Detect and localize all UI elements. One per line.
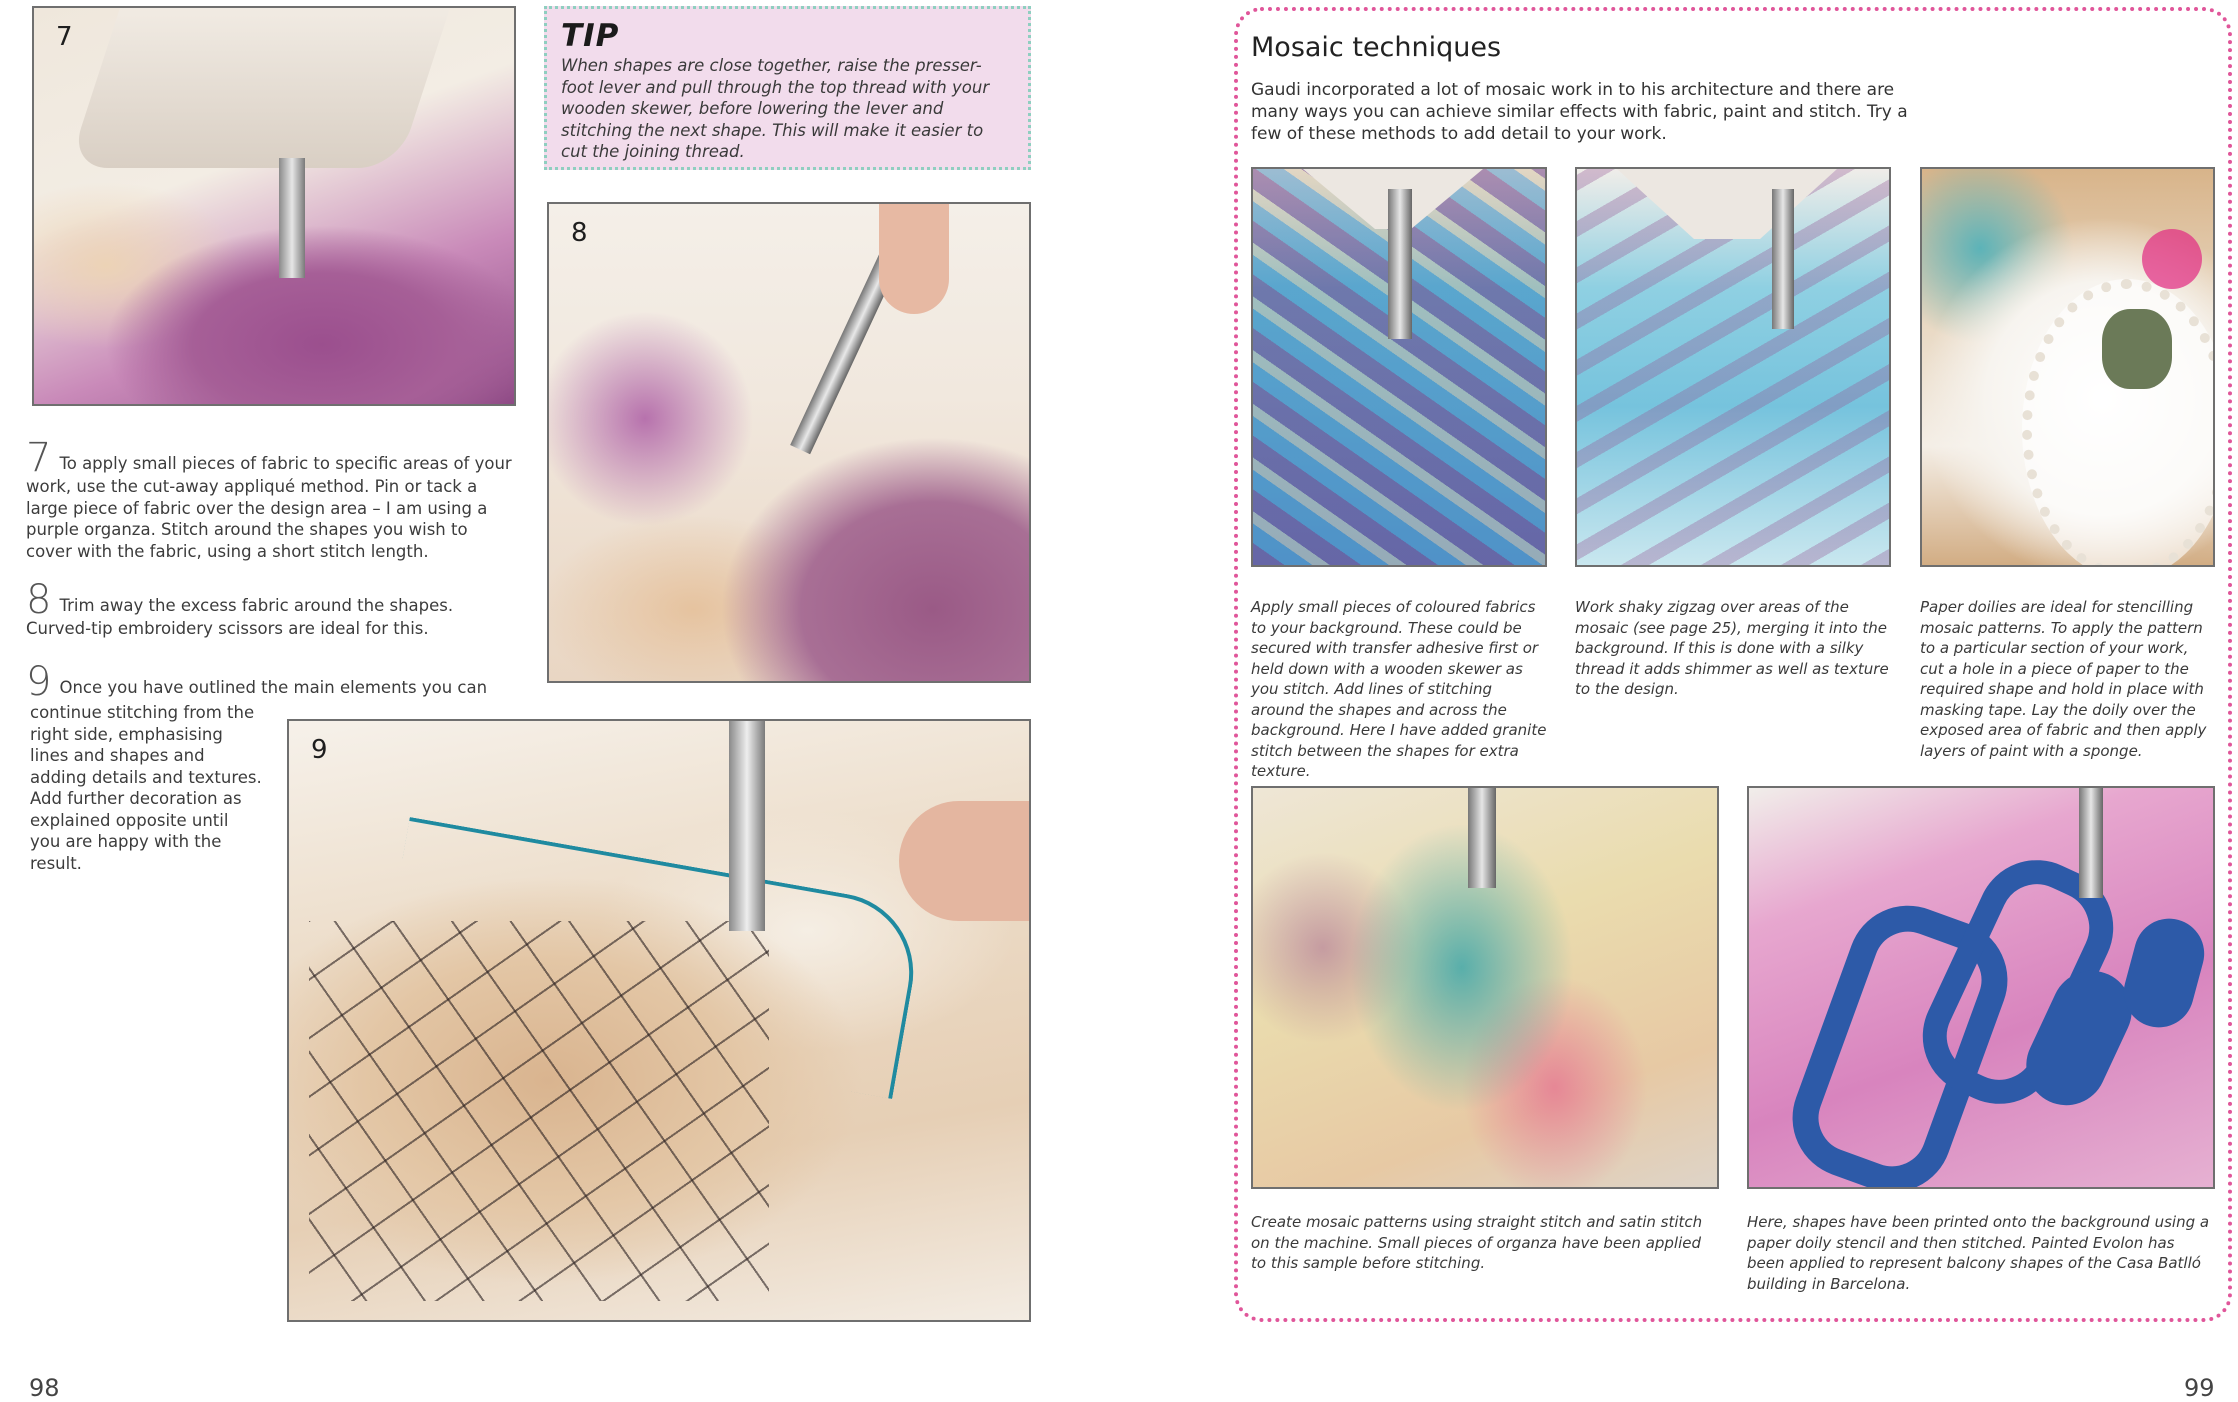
caption-evolon-balconies: Here, shapes have been printed onto the background using a paper doily stencil and then stitched. Painted Evolon has been applied to represent balcony shapes of the Casa Batlló building in Barcelona. bbox=[1747, 1213, 2210, 1293]
presser-foot-shape bbox=[1388, 189, 1412, 339]
section-title: Mosaic techniques bbox=[1251, 32, 1502, 63]
caption-doily-stencil: Paper doilies are ideal for stencilling mosaic patterns. To apply the pattern to a particular section of your work, cut a hole in a piece of paper to the required shape and hold in place with masking tape. Lay the doily over the exposed area of fabric and then apply layers of paint with a sponge. bbox=[1920, 598, 2207, 760]
step-7-number: 7 bbox=[26, 435, 52, 481]
tip-text: When shapes are close together, raise the presser-foot lever and pull through the top thread with your wooden skewer, before lowering the lever and stitching the next shape. This will make it easier to cut the joining thread. bbox=[561, 56, 990, 161]
step-9-continued bbox=[30, 702, 262, 874]
mosaic-photo-satin-stitch bbox=[1251, 786, 1719, 1189]
presser-foot-shape bbox=[1772, 189, 1794, 329]
step-7-photo-label: 7 bbox=[56, 22, 73, 52]
step-8-photo bbox=[547, 202, 1031, 683]
step-7-photo bbox=[32, 6, 516, 406]
step-9-photo bbox=[287, 719, 1031, 1322]
step-8-photo-label: 8 bbox=[571, 218, 588, 248]
sponge-shape bbox=[2102, 309, 2172, 389]
step-8-text bbox=[26, 577, 516, 640]
caption-zigzag: Work shaky zigzag over areas of the mosaic (see page 25), merging it into the background. If this is done with a silky thread it adds shimmer as well as texture to the design. bbox=[1575, 598, 1889, 698]
step-7-body: To apply small pieces of fabric to specific areas of your work, use the cut-away appliqué method. Pin or tack a large piece of fabric over the design area – I am using a purple organza. Stitch around the shapes you wish to cover with the fabric, using a short stitch length. bbox=[26, 454, 512, 561]
step-7-text bbox=[26, 435, 516, 562]
page-number-left: 98 bbox=[29, 1374, 60, 1402]
pink-paint-shape bbox=[2142, 229, 2202, 289]
presser-foot-shape bbox=[1468, 788, 1496, 888]
caption-satin-stitch: Create mosaic patterns using straight stitch and satin stitch on the machine. Small pieces of organza have been applied to this sample before stitching. bbox=[1251, 1213, 1703, 1272]
finger-shape bbox=[899, 801, 1031, 921]
step-9-photo-label: 9 bbox=[311, 735, 328, 765]
step-9-text bbox=[26, 659, 526, 705]
presser-foot-shape bbox=[2079, 788, 2103, 898]
presser-foot-shape bbox=[729, 721, 765, 931]
sewing-machine-shape bbox=[68, 8, 450, 168]
mosaic-photo-evolon-balconies bbox=[1747, 786, 2215, 1189]
lattice-pattern bbox=[309, 921, 769, 1301]
page-number-right: 99 bbox=[2184, 1374, 2215, 1402]
mosaic-photo-doily-stencil bbox=[1920, 167, 2215, 567]
step-9-first-line: Once you have outlined the main elements you can bbox=[59, 678, 488, 697]
section-intro: Gaudi incorporated a lot of mosaic work in to his architecture and there are many ways you can achieve similar effects with fabric, paint and stitch. Try a few of these methods to add detail to your work. bbox=[1251, 80, 1908, 144]
mosaic-photo-fabric-pieces bbox=[1251, 167, 1547, 567]
step-9-body: continue stitching from the right side, emphasising lines and shapes and adding details and textures. Add further decoration as explained opposite until you are happy with the result. bbox=[30, 703, 262, 873]
finger-shape bbox=[879, 204, 949, 314]
step-8-number: 8 bbox=[26, 577, 52, 623]
caption-fabric-pieces: Apply small pieces of coloured fabrics to your background. These could be secured with transfer adhesive first or held down with a wooden skewer as you stitch. Add lines of stitching around the shapes and across the background. Here I have added granite stitch between the shapes for extra texture. bbox=[1251, 598, 1547, 780]
tip-box bbox=[544, 6, 1031, 170]
sewing-machine-shape bbox=[1617, 169, 1837, 239]
step-9-number: 9 bbox=[26, 659, 52, 705]
mosaic-photo-zigzag bbox=[1575, 167, 1891, 567]
tip-heading: TIP bbox=[561, 18, 620, 54]
presser-foot-shape bbox=[279, 158, 305, 278]
step-8-body: Trim away the excess fabric around the shapes. Curved-tip embroidery scissors are ideal for this. bbox=[26, 596, 454, 638]
